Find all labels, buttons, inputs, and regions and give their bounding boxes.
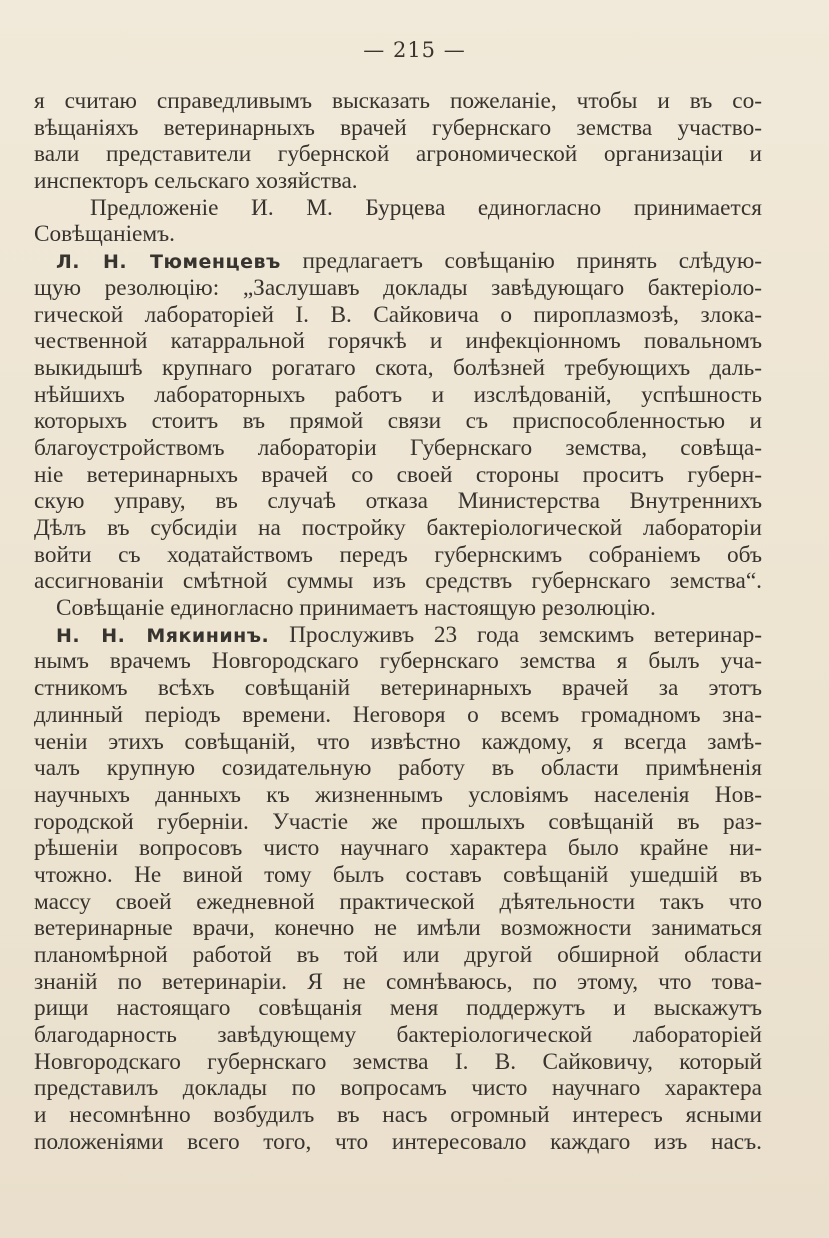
text-line: ветеринарные врачи, конечно не имѣли возможности заниматься [34,915,762,942]
text-line: инспекторъ сельскаго хозяйства. [34,168,358,195]
text-line: и несомнѣнно возбудилъ въ насъ огромный интересъ ясными [34,1102,762,1129]
text-line: Совѣщаніемъ. [34,221,176,248]
text-line: ченіи этихъ совѣщаній, что извѣстно каждому, я всегда замѣ- [34,728,762,755]
text-line: благодарность завѣдующему бактеріологической лабораторіей [34,1022,762,1049]
paragraph-tyumentsev [34,248,762,275]
text-line: ассигнованіи смѣтной суммы изъ средствъ губернскаго земства“. [34,568,762,595]
speaker-name: Л. Н. Тюменцевъ [56,251,281,274]
text-line: вали представители губернской агрономической организаціи и [34,141,762,168]
text-line: войти съ ходатайствомъ передъ губернскимъ собраніемъ объ [34,541,762,568]
text-line: нымъ врачемъ Новгородскаго губернскаго земства я былъ уча- [34,648,762,675]
text-line: предлагаетъ совѣщанію принять слѣдую- [302,248,762,275]
text-line: нѣйшихъ лабораторныхъ работъ и изслѣдованій, успѣшность [34,381,762,408]
text-line: рѣшеніи вопросовъ чисто научнаго характера было крайне ни- [34,835,762,862]
text-line: Предложеніе И. М. Бурцева единогласно принимается [90,194,762,221]
text-line: стникомъ всѣхъ совѣщаній ветеринарныхъ врачей за этотъ [34,675,762,702]
text-line: которыхъ стоитъ въ прямой связи съ приспособленностью и [34,408,762,435]
text-line: чтожно. Не виной тому былъ составъ совѣщаній ушедшій въ [34,861,762,888]
text-line: Совѣщаніе единогласно принимаетъ настоящую резолюцію. [56,595,656,622]
text-line: чественной катарральной горячкѣ и инфекціонномъ повальномъ [34,328,762,355]
text-line: положеніями всего того, что интересовало каждаго изъ насъ. [34,1128,762,1155]
text-line: знаній по ветеринаріи. Я не сомнѣваюсь, по этому, что това- [34,968,762,995]
text-line: массу своей ежедневной практической дѣятельности такъ что [34,888,762,915]
text-line: щую резолюцію: „Заслушавъ доклады завѣдующаго бактеріоло- [34,274,762,301]
paragraph-myakinin [34,622,762,649]
text-line: благоустройствомъ лабораторіи Губернскаго земства, совѣща- [34,434,762,461]
page-number: — 215 — [363,38,466,62]
text-line: рищи настоящаго совѣщанія меня поддержутъ и выскажутъ [34,995,762,1022]
text-line: научныхъ данныхъ къ жизненнымъ условіямъ населенія Нов- [34,781,762,808]
text-line: ніе ветеринарныхъ врачей со своей стороны проситъ губерн- [34,461,762,488]
text-line: я считаю справедливымъ высказать пожеланіе, чтобы и въ со- [34,88,762,114]
text-line: Прослуживъ 23 года земскимъ ветеринар- [289,621,762,648]
text-line: длинный періодъ времени. Неговоря о всемъ громадномъ зна- [34,701,762,728]
text-line: планомѣрной работой въ той или другой обширной области [34,942,762,968]
text-line: городской губерніи. Участіе же прошлыхъ совѣщаній въ раз- [34,808,762,835]
text-line: выкидышѣ крупнаго рогатаго скота, болѣзней требующихъ даль- [34,354,762,381]
text-line: представилъ доклады по вопросамъ чисто научнаго характера [34,1075,762,1102]
text-line: Дѣлъ въ субсидіи на постройку бактеріологической лабораторіи [34,515,762,541]
text-line: Новгородскаго губернскаго земства I. В. Сайковичу, который [34,1048,762,1075]
text-line: гической лабораторіей I. В. Сайковича о пироплазмозѣ, злока- [34,301,762,328]
text-line: вѣщаніяхъ ветеринарныхъ врачей губернскаго земства участво- [34,114,762,141]
text-line: чалъ крупную созидательную работу въ области примѣненія [34,755,762,782]
text-line: скую управу, въ случаѣ отказа Министерства Внутреннихъ [34,488,762,515]
body-text [34,88,762,1156]
speaker-name: Н. Н. Мякининъ. [56,624,270,647]
